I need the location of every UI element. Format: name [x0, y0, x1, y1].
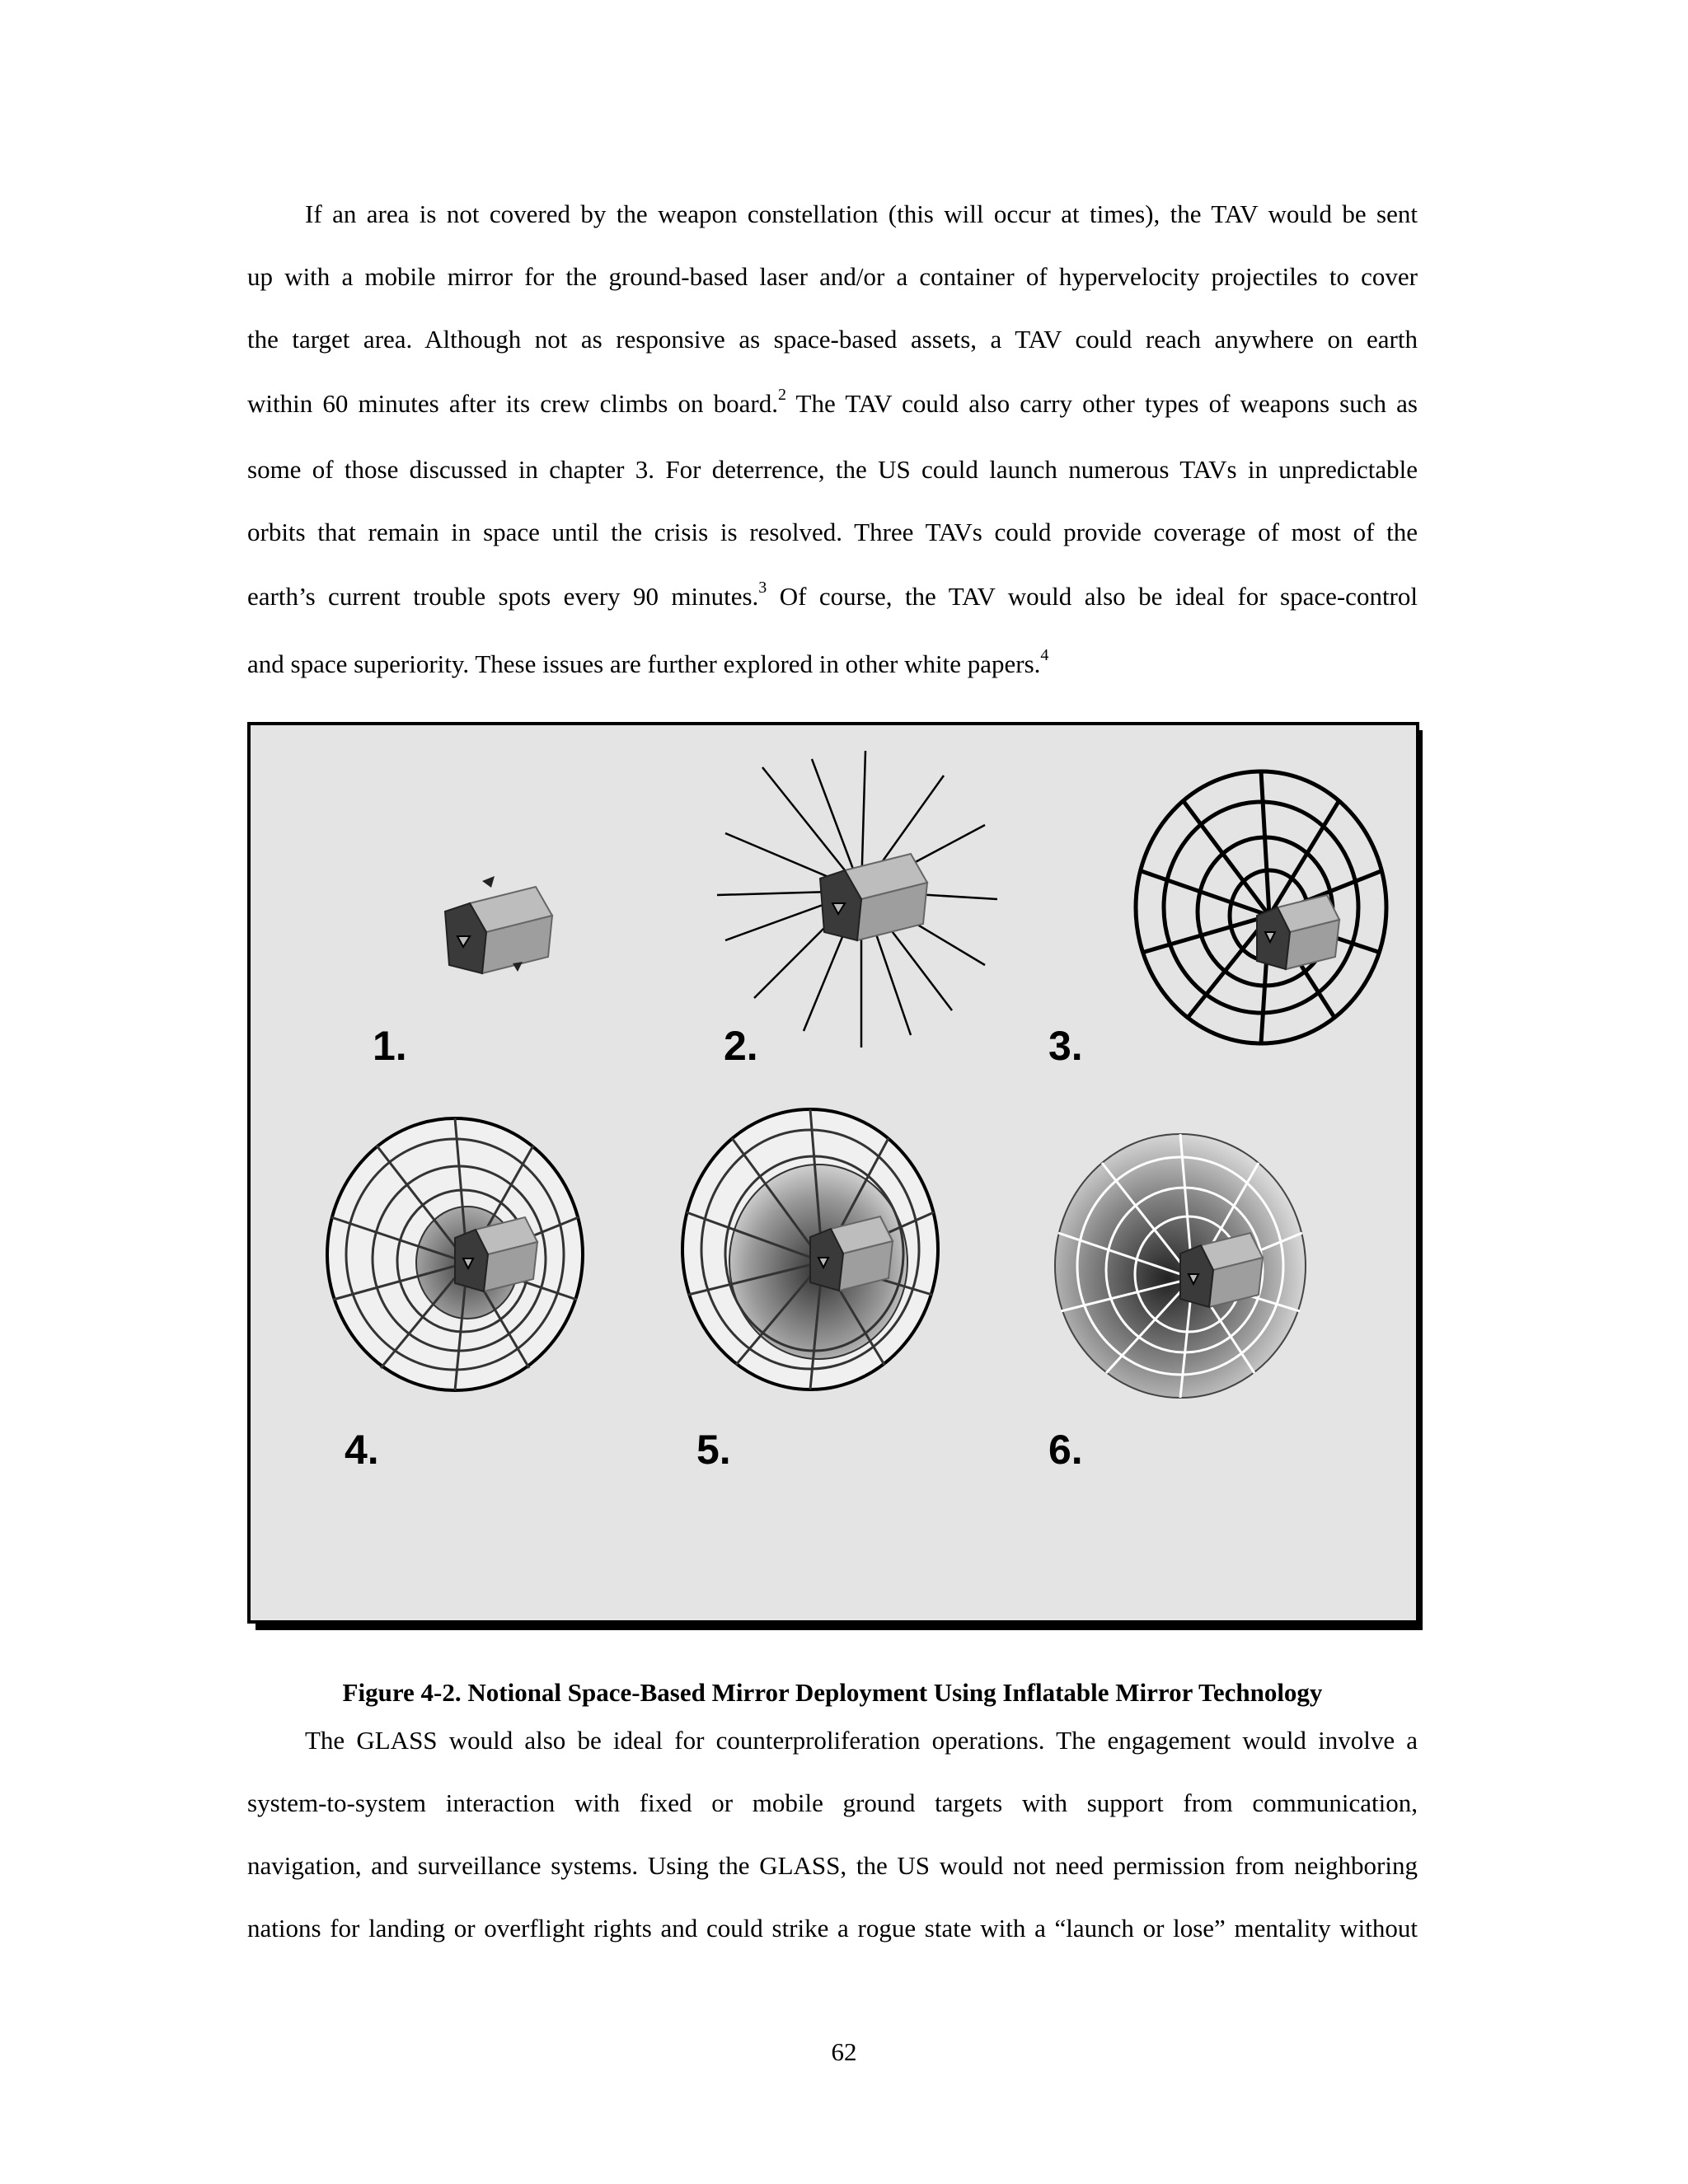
- step-label-2: 2.: [724, 1023, 758, 1069]
- text-line: system-to-system interaction with fixed or mobile ground targets with support from communication,: [247, 1788, 1418, 1817]
- step-label-3: 3.: [1048, 1023, 1083, 1069]
- page-number: 62: [831, 2037, 857, 2066]
- text-line-with-footnote: [247, 387, 1418, 420]
- step-label-6: 6.: [1048, 1427, 1083, 1473]
- text-segment: within 60 minutes after its crew climbs on board.: [247, 389, 778, 418]
- text-line: some of those discussed in chapter 3. For deterrence, the US could launch numerous TAVs in unpredictable: [247, 455, 1418, 484]
- footnote-ref-4[interactable]: 4: [1040, 645, 1049, 664]
- text-segment: earth’s current trouble spots every 90 minutes.: [247, 582, 759, 611]
- text-line-with-footnote: [247, 645, 1418, 681]
- text-segment: and space superiority. These issues are further explored in other white papers.: [247, 649, 1041, 678]
- text-line: the target area. Although not as responsive as space-based assets, a TAV could reach anywhere on earth: [247, 325, 1418, 354]
- footnote-ref-3[interactable]: 3: [758, 578, 767, 597]
- figure-caption: Figure 4-2. Notional Space-Based Mirror Deployment Using Inflatable Mirror Technology: [342, 1678, 1323, 1707]
- text-line: If an area is not covered by the weapon constellation (this will occur at times), the TAV would be sent: [305, 199, 1418, 228]
- text-line: The GLASS would also be ideal for counterproliferation operations. The engagement would involve a: [305, 1726, 1418, 1755]
- step-label-5: 5.: [696, 1427, 731, 1473]
- text-line: orbits that remain in space until the crisis is resolved. Three TAVs could provide coverage of most of the: [247, 518, 1418, 546]
- step-6-deployed-mirror: [1055, 1134, 1306, 1398]
- step-label-1: 1.: [373, 1023, 407, 1069]
- footnote-ref-2[interactable]: 2: [777, 385, 786, 404]
- text-segment: Of course, the TAV would also be ideal for space-control: [767, 582, 1418, 611]
- text-segment: The TAV could also carry other types of weapons such as: [785, 389, 1418, 418]
- text-line-with-footnote: [247, 580, 1418, 613]
- text-line: up with a mobile mirror for the ground-based laser and/or a container of hypervelocity projectiles to cover: [247, 262, 1418, 291]
- mirror-deployment-figure: [247, 722, 1424, 1632]
- step-label-4: 4.: [345, 1427, 379, 1473]
- text-line: nations for landing or overflight rights and could strike a rogue state with a “launch or lose” mentality without: [247, 1914, 1418, 1943]
- text-line: navigation, and surveillance systems. Using the GLASS, the US would not need permission from neighboring: [247, 1851, 1418, 1880]
- step-4-inflating-dish: [327, 1118, 583, 1390]
- step-5-inflating-dish: [682, 1109, 938, 1390]
